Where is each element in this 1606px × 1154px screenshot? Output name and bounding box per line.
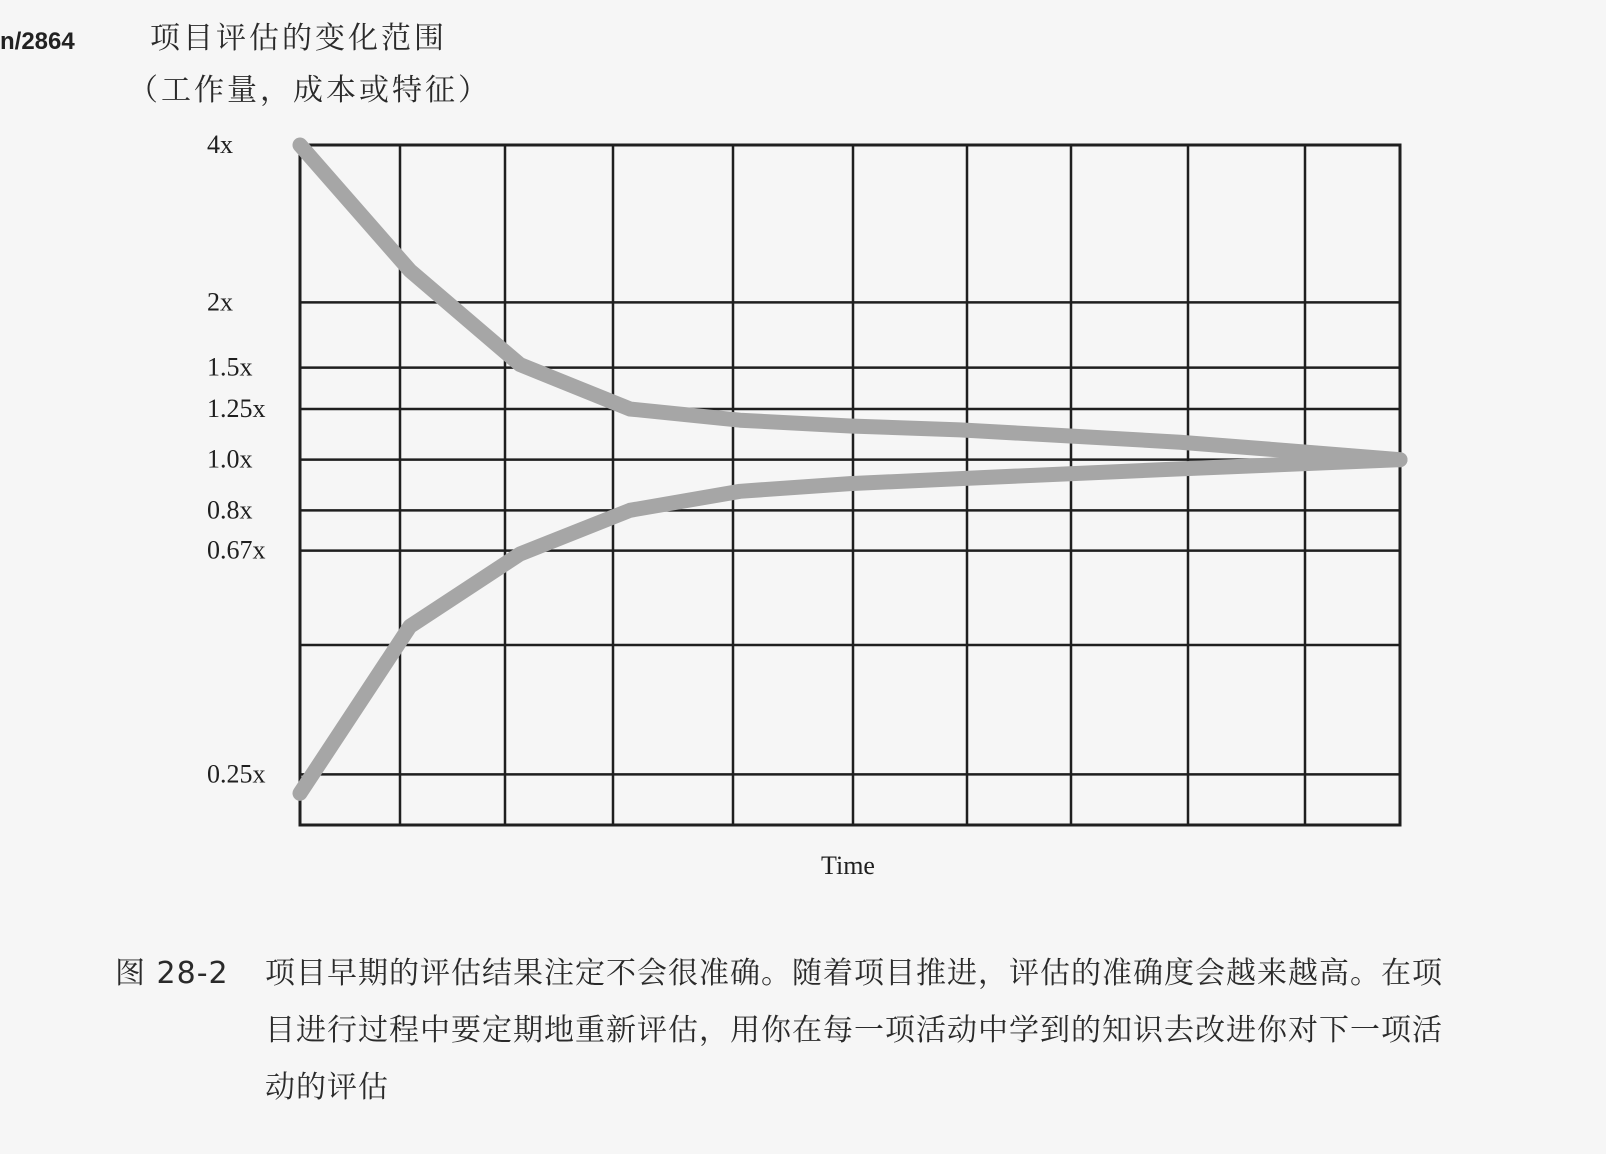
figure-number: 图 28-2 (115, 956, 229, 991)
series-1-point-4 (737, 488, 743, 494)
x-axis-label: Time (821, 851, 875, 880)
series-0-point-3 (627, 406, 633, 412)
chart-subtitle: （工作量，成本或特征） (128, 73, 491, 108)
y-tick-label-3: 1.25x (207, 394, 266, 424)
chart-title: 项目评估的变化范围 (150, 21, 447, 56)
page-number: n/2864 (0, 28, 75, 55)
y-tick-label-1: 2x (207, 287, 233, 317)
y-tick-label-6: 0.67x (207, 535, 266, 565)
series-0-point-4 (737, 417, 743, 423)
series-0-point-2 (517, 362, 523, 368)
y-tick-label-7: 0.25x (207, 759, 266, 789)
series-0-point-7 (1067, 433, 1073, 439)
y-tick-label-4: 1.0x (207, 444, 253, 474)
series-1-point-1 (407, 623, 413, 629)
series-1-point-8 (1177, 466, 1183, 472)
series-0-point-0 (297, 142, 303, 148)
series-0-point-5 (847, 423, 853, 429)
series-0-point-8 (1177, 439, 1183, 445)
series-1-point-0 (297, 790, 303, 796)
series-1-point-6 (957, 476, 963, 482)
series-1-point-10 (1397, 457, 1403, 463)
series-1-point-3 (627, 507, 633, 513)
series-1-point-9 (1287, 461, 1293, 467)
y-tick-label-2: 1.5x (207, 352, 253, 382)
series-0-point-9 (1287, 448, 1293, 454)
caption-text: 项目早期的评估结果注定不会很准确。随着项目推进，评估的准确度会越来越高。在项目进行过程中要定期地重新评估，用你在每一项活动中学到的知识去改进你对下一项活动的评估 (265, 956, 1443, 1105)
series-1-point-7 (1067, 471, 1073, 477)
series-1-point-2 (517, 551, 523, 557)
series-0-point-6 (957, 427, 963, 433)
series-0-point-1 (407, 268, 413, 274)
y-tick-label-0: 4x (207, 130, 233, 159)
series-1-point-5 (847, 481, 853, 487)
y-tick-label-5: 0.8x (207, 495, 253, 525)
